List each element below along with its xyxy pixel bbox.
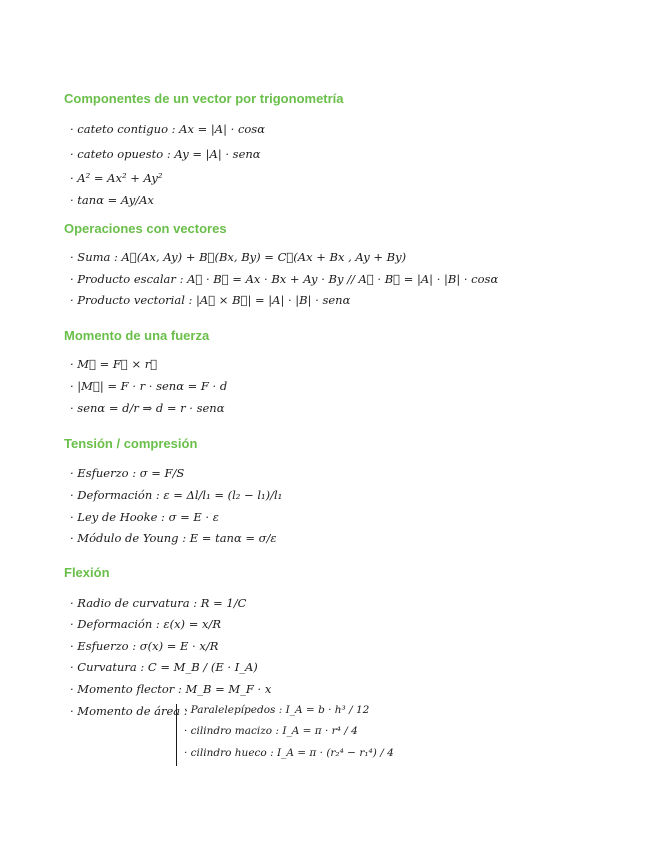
formula-stress: · Esfuerzo : σ = F/S — [70, 466, 185, 480]
formula-curvature-radius: · Radio de curvatura : R = 1/C — [70, 596, 247, 610]
section-title-trigonometry: Componentes de un vector por trigonometría — [64, 91, 344, 106]
formula-tangent: · tanα = Ay/Ax — [70, 193, 154, 207]
formula-adjacent-leg: · cateto contiguo : Ax = |A| · cosα — [70, 122, 265, 136]
formula-parallelepiped: · Paralelepípedos : I_A = b · h³ / 12 — [184, 704, 370, 716]
formula-lever-arm: · senα = d/r ⇒ d = r · senα — [70, 401, 225, 415]
formula-area-moment-label: · Momento de área : — [70, 704, 188, 718]
formula-flexion-stress: · Esfuerzo : σ(x) = E · x/R — [70, 639, 219, 653]
formula-magnitude: · A² = Ax² + Ay² — [70, 171, 163, 185]
formula-hollow-cylinder: · cilindro hueco : I_A = π · (r₂⁴ − r₁⁴) / 4 — [184, 747, 394, 759]
section-title-flexion: Flexión — [64, 565, 110, 580]
formula-opposite-leg: · cateto opuesto : Ay = |A| · senα — [70, 147, 261, 161]
formula-sum: · Suma : A⃗(Ax, Ay) + B⃗(Bx, By) = C⃗(Ax + Bx , Ay + By) — [70, 250, 407, 264]
formula-moment-vector: · M⃗ = F⃗ × r⃗ — [70, 357, 158, 371]
section-title-tension: Tensión / compresión — [64, 436, 198, 451]
section-title-vector-operations: Operaciones con vectores — [64, 221, 227, 236]
formula-solid-cylinder: · cilindro macizo : I_A = π · r⁴ / 4 — [184, 725, 358, 737]
formula-curvature: · Curvatura : C = M_B / (E · I_A) — [70, 660, 258, 674]
formula-dot-product: · Producto escalar : A⃗ · B⃗ = Ax · Bx + Ay · By // A⃗ · B⃗ = |A| · |B| · cosα — [70, 272, 499, 286]
formula-deformation: · Deformación : ε(x) = x/R — [70, 617, 222, 631]
area-moment-bracket — [176, 704, 177, 766]
formula-hooke: · Ley de Hooke : σ = E · ε — [70, 510, 219, 524]
formula-cross-product: · Producto vectorial : |A⃗ × B⃗| = |A| · |B| · senα — [70, 293, 351, 307]
formula-moment-magnitude: · |M⃗| = F · r · senα = F · d — [70, 379, 228, 393]
formula-young: · Módulo de Young : E = tanα = σ/ε — [70, 531, 277, 545]
section-title-moment: Momento de una fuerza — [64, 328, 210, 343]
formula-strain: · Deformación : ε = Δl/l₁ = (l₂ − l₁)/l₁ — [70, 488, 283, 502]
formula-bending-moment: · Momento flector : M_B = M_F · x — [70, 682, 272, 696]
